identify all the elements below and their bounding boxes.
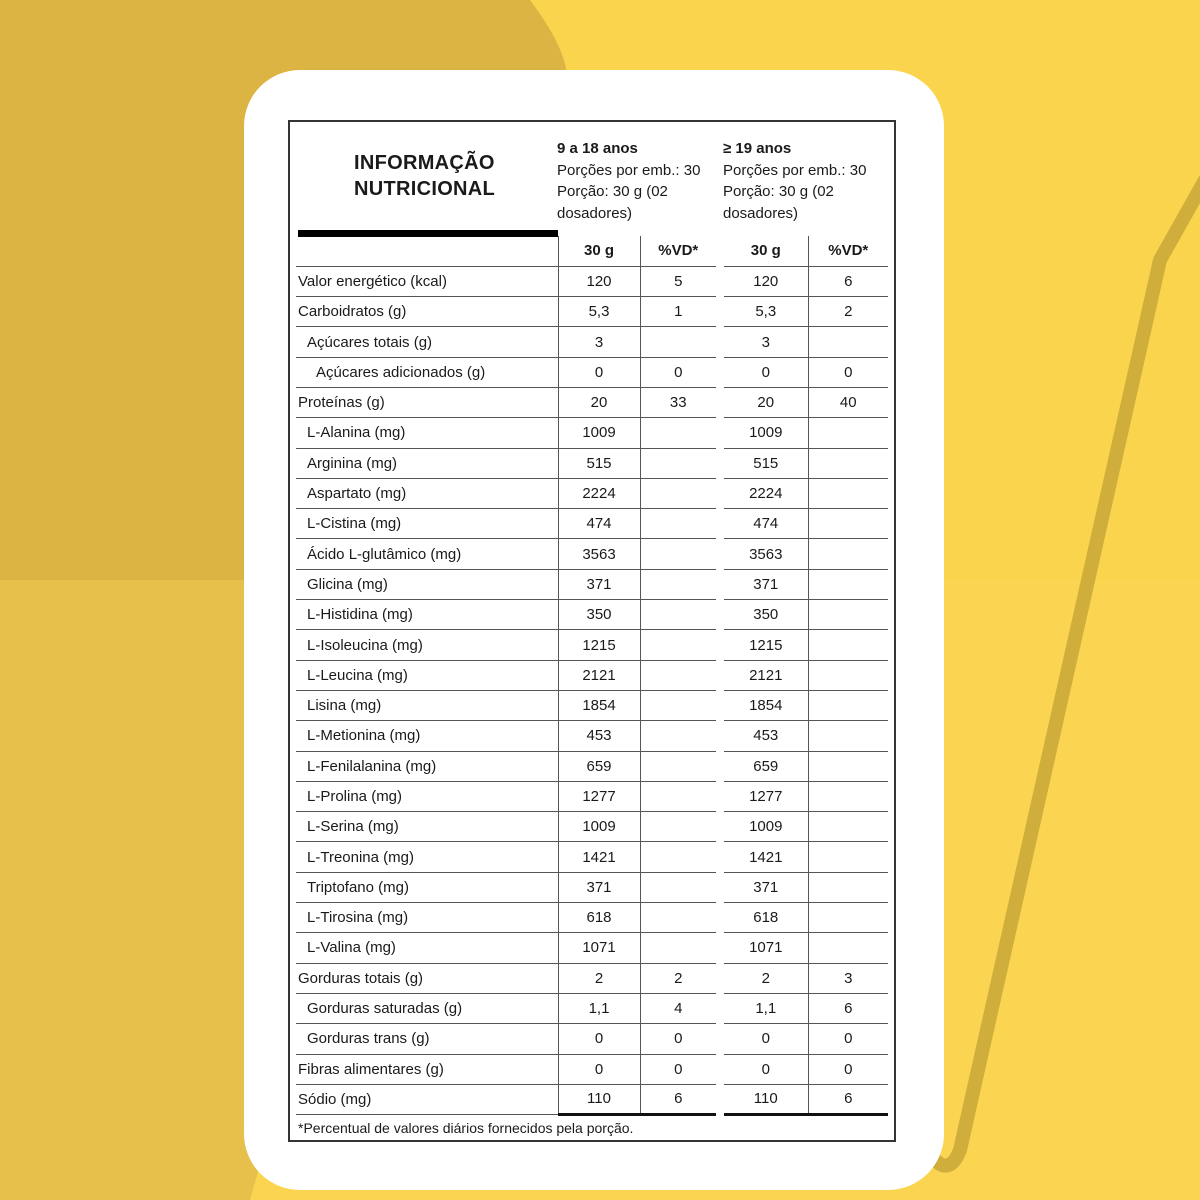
vd-19-plus: 0 [808, 1054, 888, 1084]
table-row [296, 1084, 888, 1114]
vd-9-18 [640, 418, 716, 448]
nutrient-name: L-Tirosina (mg) [296, 903, 558, 933]
vd-9-18 [640, 630, 716, 660]
age-group-title: 9 a 18 anos [557, 140, 638, 157]
value-9-18: 1854 [558, 690, 640, 720]
table-row [296, 721, 888, 751]
nutrient-name: Arginina (mg) [296, 448, 558, 478]
label-title-line-1: INFORMAÇÃO [354, 152, 495, 174]
table-row [296, 327, 888, 357]
value-19-plus: 474 [724, 509, 808, 539]
nutrient-name: Triptofano (mg) [296, 872, 558, 902]
vd-19-plus: 3 [808, 963, 888, 993]
value-19-plus: 3563 [724, 539, 808, 569]
nutrient-name: Carboidratos (g) [296, 297, 558, 327]
nutrient-name: Proteínas (g) [296, 387, 558, 417]
vd-19-plus [808, 842, 888, 872]
nutrient-name: Sódio (mg) [296, 1084, 558, 1114]
table-row [296, 812, 888, 842]
vd-19-plus [808, 872, 888, 902]
nutrient-name: Valor energético (kcal) [296, 266, 558, 296]
value-19-plus: 2 [724, 963, 808, 993]
vd-9-18 [640, 478, 716, 508]
vd-19-plus [808, 721, 888, 751]
nutrition-facts-label [288, 120, 896, 1142]
vd-9-18 [640, 569, 716, 599]
vd-9-18 [640, 690, 716, 720]
nutrition-table [296, 236, 888, 1116]
table-row [296, 751, 888, 781]
value-9-18: 120 [558, 266, 640, 296]
vd-9-18: 4 [640, 993, 716, 1023]
vd-19-plus [808, 690, 888, 720]
portion-size-cont: dosadores) [723, 204, 799, 222]
portion-size: Porção: 30 g (02 [723, 183, 834, 200]
vd-9-18 [640, 660, 716, 690]
vd-19-plus [808, 327, 888, 357]
table-row [296, 1024, 888, 1054]
vd-9-18: 5 [640, 266, 716, 296]
table-row [296, 1054, 888, 1084]
vd-19-plus [808, 539, 888, 569]
column-header-vd: %VD* [640, 236, 716, 266]
column-header-row [296, 236, 888, 266]
vd-9-18 [640, 781, 716, 811]
nutrient-name: Gorduras totais (g) [296, 963, 558, 993]
nutrient-name: L-Treonina (mg) [296, 842, 558, 872]
value-9-18: 1421 [558, 842, 640, 872]
vd-19-plus [808, 781, 888, 811]
value-19-plus: 3 [724, 327, 808, 357]
nutrient-name: Fibras alimentares (g) [296, 1054, 558, 1084]
value-19-plus: 350 [724, 600, 808, 630]
value-9-18: 1009 [558, 812, 640, 842]
value-9-18: 0 [558, 1024, 640, 1054]
vd-19-plus [808, 478, 888, 508]
vd-9-18: 0 [640, 357, 716, 387]
value-19-plus: 2224 [724, 478, 808, 508]
nutrient-name: Lisina (mg) [296, 690, 558, 720]
vd-9-18 [640, 933, 716, 963]
nutrient-name: L-Leucina (mg) [296, 660, 558, 690]
table-row [296, 478, 888, 508]
vd-19-plus [808, 418, 888, 448]
table-row [296, 357, 888, 387]
table-row [296, 266, 888, 296]
nutrient-name: L-Alanina (mg) [296, 418, 558, 448]
vd-19-plus: 0 [808, 1024, 888, 1054]
value-9-18: 110 [558, 1084, 640, 1114]
vd-19-plus [808, 933, 888, 963]
table-row [296, 903, 888, 933]
value-19-plus: 659 [724, 751, 808, 781]
age-group-9-18 [557, 138, 727, 224]
table-row [296, 993, 888, 1023]
vd-19-plus [808, 448, 888, 478]
value-19-plus: 1009 [724, 812, 808, 842]
vd-19-plus [808, 509, 888, 539]
value-9-18: 371 [558, 872, 640, 902]
value-19-plus: 1,1 [724, 993, 808, 1023]
value-19-plus: 5,3 [724, 297, 808, 327]
table-row [296, 660, 888, 690]
vd-9-18: 33 [640, 387, 716, 417]
value-19-plus: 515 [724, 448, 808, 478]
table-row [296, 569, 888, 599]
value-9-18: 5,3 [558, 297, 640, 327]
servings-per-package: Porções por emb.: 30 [723, 161, 867, 179]
value-19-plus: 1421 [724, 842, 808, 872]
vd-9-18 [640, 448, 716, 478]
nutrient-name: Ácido L-glutâmico (mg) [296, 539, 558, 569]
value-19-plus: 453 [724, 721, 808, 751]
nutrient-rows [296, 266, 888, 1114]
nutrient-name: L-Histidina (mg) [296, 600, 558, 630]
age-group-19-plus [723, 138, 893, 224]
nutrient-name: Glicina (mg) [296, 569, 558, 599]
vd-9-18 [640, 600, 716, 630]
nutrient-name: L-Serina (mg) [296, 812, 558, 842]
vd-9-18 [640, 812, 716, 842]
value-9-18: 1277 [558, 781, 640, 811]
vd-9-18 [640, 721, 716, 751]
vd-19-plus [808, 569, 888, 599]
nutrient-name: L-Fenilalanina (mg) [296, 751, 558, 781]
vd-19-plus [808, 630, 888, 660]
vd-9-18: 0 [640, 1024, 716, 1054]
vd-19-plus [808, 600, 888, 630]
label-title-line-2: NUTRICIONAL [354, 178, 496, 200]
vd-19-plus [808, 812, 888, 842]
value-9-18: 1071 [558, 933, 640, 963]
value-9-18: 20 [558, 387, 640, 417]
value-9-18: 618 [558, 903, 640, 933]
table-row [296, 872, 888, 902]
vd-9-18 [640, 509, 716, 539]
nutrient-name: L-Prolina (mg) [296, 781, 558, 811]
nutrient-name: Açúcares totais (g) [296, 327, 558, 357]
nutrient-name: Gorduras trans (g) [296, 1024, 558, 1054]
value-9-18: 0 [558, 1054, 640, 1084]
table-row [296, 297, 888, 327]
value-19-plus: 0 [724, 1054, 808, 1084]
column-header-portion: 30 g [558, 236, 640, 266]
vd-9-18: 1 [640, 297, 716, 327]
value-9-18: 2224 [558, 478, 640, 508]
nutrient-name: L-Metionina (mg) [296, 721, 558, 751]
value-9-18: 474 [558, 509, 640, 539]
vd-9-18 [640, 903, 716, 933]
nutrient-name: L-Valina (mg) [296, 933, 558, 963]
column-header-blank [296, 236, 558, 266]
vd-9-18 [640, 327, 716, 357]
nutrient-name: L-Cistina (mg) [296, 509, 558, 539]
column-header-portion: 30 g [724, 236, 808, 266]
vd-9-18: 6 [640, 1084, 716, 1114]
nutrient-name: Aspartato (mg) [296, 478, 558, 508]
vd-19-plus: 6 [808, 1084, 888, 1114]
value-9-18: 2121 [558, 660, 640, 690]
vd-19-plus: 6 [808, 266, 888, 296]
portion-size-cont: dosadores) [557, 204, 633, 222]
value-19-plus: 1854 [724, 690, 808, 720]
vd-9-18 [640, 842, 716, 872]
table-row [296, 690, 888, 720]
vd-19-plus [808, 660, 888, 690]
age-group-title: ≥ 19 anos [723, 140, 792, 157]
value-9-18: 350 [558, 600, 640, 630]
value-9-18: 0 [558, 357, 640, 387]
vd-9-18 [640, 872, 716, 902]
table-row [296, 387, 888, 417]
vd-19-plus [808, 903, 888, 933]
value-9-18: 1009 [558, 418, 640, 448]
value-19-plus: 2121 [724, 660, 808, 690]
footnote: *Percentual de valores diários fornecidos pela porção. [298, 1120, 634, 1136]
vd-19-plus: 2 [808, 297, 888, 327]
value-19-plus: 1277 [724, 781, 808, 811]
nutrient-name: Açúcares adicionados (g) [296, 357, 558, 387]
table-row [296, 781, 888, 811]
table-row [296, 842, 888, 872]
vd-19-plus: 6 [808, 993, 888, 1023]
vd-9-18 [640, 751, 716, 781]
value-19-plus: 120 [724, 266, 808, 296]
vd-9-18: 0 [640, 1054, 716, 1084]
value-19-plus: 618 [724, 903, 808, 933]
value-19-plus: 1009 [724, 418, 808, 448]
value-9-18: 515 [558, 448, 640, 478]
value-9-18: 371 [558, 569, 640, 599]
nutrient-name: L-Isoleucina (mg) [296, 630, 558, 660]
value-19-plus: 20 [724, 387, 808, 417]
value-9-18: 2 [558, 963, 640, 993]
table-row [296, 539, 888, 569]
table-row [296, 418, 888, 448]
value-19-plus: 0 [724, 357, 808, 387]
table-row [296, 509, 888, 539]
column-header-vd: %VD* [808, 236, 888, 266]
vd-9-18 [640, 539, 716, 569]
nutrient-name: Gorduras saturadas (g) [296, 993, 558, 1023]
table-row [296, 630, 888, 660]
vd-19-plus: 0 [808, 357, 888, 387]
table-row [296, 448, 888, 478]
value-9-18: 453 [558, 721, 640, 751]
label-title [354, 150, 554, 202]
portion-size: Porção: 30 g (02 [557, 183, 668, 200]
value-9-18: 1215 [558, 630, 640, 660]
vd-19-plus: 40 [808, 387, 888, 417]
value-9-18: 3563 [558, 539, 640, 569]
value-19-plus: 1071 [724, 933, 808, 963]
value-9-18: 659 [558, 751, 640, 781]
vd-9-18: 2 [640, 963, 716, 993]
value-19-plus: 110 [724, 1084, 808, 1114]
vd-19-plus [808, 751, 888, 781]
table-row [296, 963, 888, 993]
servings-per-package: Porções por emb.: 30 [557, 161, 701, 179]
table-row [296, 600, 888, 630]
value-19-plus: 371 [724, 569, 808, 599]
value-19-plus: 1215 [724, 630, 808, 660]
value-19-plus: 0 [724, 1024, 808, 1054]
value-9-18: 3 [558, 327, 640, 357]
value-19-plus: 371 [724, 872, 808, 902]
value-9-18: 1,1 [558, 993, 640, 1023]
table-row [296, 933, 888, 963]
